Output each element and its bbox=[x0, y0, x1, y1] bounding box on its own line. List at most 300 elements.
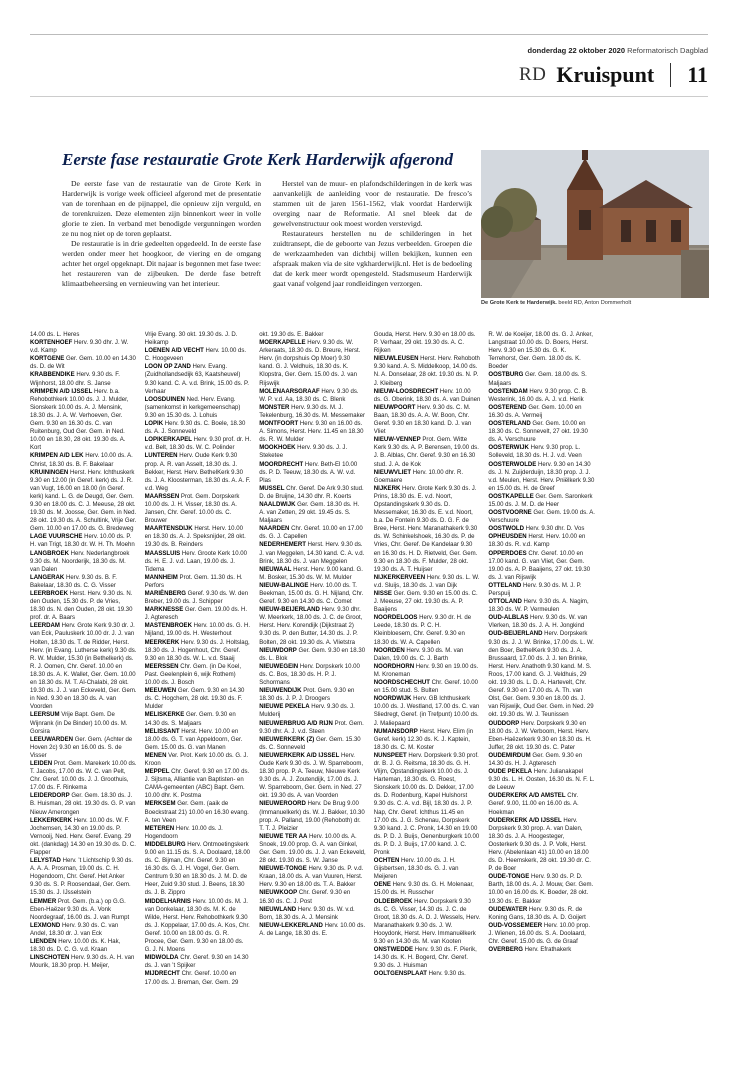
listing-entry bbox=[145, 574, 252, 590]
listing-services: Herv. 9.30 ds. C. M. Baan, 18.30 ds. A. A. W. Boon, Chr. Geref. 9.30 en 18.30 kand. D. J. van Vliet bbox=[373, 404, 472, 436]
listing-entry bbox=[374, 388, 481, 404]
church-service-listings bbox=[30, 331, 710, 1061]
listing-services: Herv. 9.30 ds. J. Holtslag, 18.30 ds. J. Hogenhout, Chr. Geref. 9.30 en 18.30 ds. W. L. v.d. Staaij bbox=[144, 639, 250, 662]
listing-entry bbox=[374, 355, 481, 387]
listing-town: KORTGENE bbox=[30, 356, 65, 363]
listing-entry bbox=[374, 436, 481, 468]
listing-town: KRUININGEN bbox=[30, 469, 69, 476]
listing-entry bbox=[259, 541, 366, 565]
listing-services: Herv. 9.30 ds. P. v.d. Kraan, 18.00 ds. A. van Vuuren, Herst. Herv. 9.30 en 18.00 ds. T. A. Bakker bbox=[259, 866, 364, 889]
listing-services: Herv. 9.30 prof. dr. H. v.d. Belt, 18.30 ds. W. C. Polinder bbox=[144, 437, 252, 452]
listing-entry bbox=[145, 622, 252, 638]
listing-town: LOOSDUINEN bbox=[144, 396, 185, 403]
listing-entry bbox=[488, 752, 595, 768]
listing-town: OOSTBURG bbox=[488, 372, 524, 379]
listing-town: LEERBROEK bbox=[30, 591, 68, 597]
listing-town: METEREN bbox=[144, 825, 175, 832]
listing-services: Herv. Grote Kerk 9.30 ds. J. Prins, 18.30 ds. E. v.d. Noort, Opstandingskerk 9.30 ds. D. Messemaker, 16.30 ds. E. v.d. Noort, b.a. De Fontein 9.30 ds. D. G. F. de Bree, Herst. Herv. Maranathakerk 9.30 ds. W. Schinkelshoek, 16.30 ds. P. de Vries, Chr. Geref. De Kandelaar 9.30 en 16.30 ds. H. D. Rietveld, Ger. Gem. 9.30 en 18.30 ds. F. Mulder, 28 okt. 19.30 ds. A. T. Huijser bbox=[373, 485, 478, 573]
listing-entry bbox=[259, 525, 366, 541]
listing-services: Herv. 10.00 ds. J. Hogendoorn bbox=[144, 825, 223, 840]
listing-town: MIJDRECHT bbox=[144, 971, 180, 978]
listing-entry bbox=[374, 404, 481, 436]
listing-services: Herst. Herv. Rehoboth 9.30 kand. A. S. Middelkoop, 14.00 ds. N. A. Donselaar, 28 okt. 19.30 ds. N. P. J. Kleiberg bbox=[373, 356, 480, 387]
listing-town: NIEUWE TER AA bbox=[259, 833, 308, 840]
listing-entry bbox=[145, 606, 252, 622]
listing-town: KRABBENDIKE bbox=[30, 372, 75, 379]
listing-services: Herv. Evang. (Zuidhollandsedijk 63, Kaatsheuvel) 9.30 kand. C. A. v.d. Brink, 15.00 ds. P. Verhaar bbox=[144, 364, 249, 395]
listing-entry bbox=[30, 760, 137, 792]
listing-services: Herv. 9.30 prop. L. Solleveld, 18.30 ds. H. J. v.d. Veen bbox=[488, 445, 582, 460]
listing-town: OOSTENDAM bbox=[488, 388, 528, 395]
listing-town: NAALDWIJK bbox=[259, 501, 296, 508]
listing-entry bbox=[145, 825, 252, 841]
listing-services: Herv. 10.00 ds. W. F. Jochemsen, 14.30 en 19.00 ds. P. Vernooij, Ned. Herv. Geref. Evang. 29 okt. (dankdag) 14.30 en 19.30 ds. D. C. Flapper bbox=[30, 817, 136, 856]
listing-town: MELISKERKE bbox=[144, 712, 185, 719]
listing-services: Ger. Gem. 18.30 ds. J. B. Huisman, 28 okt. 19.30 ds. G. P. van Nieuw Amerongen bbox=[30, 793, 136, 816]
listing-entry bbox=[374, 574, 481, 590]
listing-town: MOLENAARSGRAAF bbox=[259, 388, 320, 395]
listing-town: NOORDSCHECHUT bbox=[373, 680, 430, 687]
listing-entry bbox=[488, 614, 595, 630]
listing-entry bbox=[259, 606, 366, 646]
listing-services: Herv. 9.30 dhr. W. Meerkerk, 18.00 ds. J. C. de Groot, Herst. Herv. Korendijk (Dijkstraat 2) 9.30 ds. P. den Butter, 14.30 ds. J. P. Bolten, 28 okt. 19.30 ds. A. Vlietstra bbox=[259, 607, 363, 646]
listing-entry bbox=[259, 404, 366, 420]
listing-services: Herst. Herv. 10.00 en 18.30 ds. A. J. Speksnijder, 28 okt. 19.30 ds. B. Reinders bbox=[144, 526, 246, 549]
listing-town: MONTFOORT bbox=[259, 421, 299, 428]
listing-entry bbox=[259, 906, 366, 922]
listing-services: Herv. Dorpskerk 9.30 en 18.00 ds. J. W. Verboom, Herst. Herv. Eben-Haëzerkerk 9.30 en 18.30 ds. H. Juffer, 28 okt. 19.30 ds. C. Pater bbox=[488, 720, 592, 751]
listing-services: Ger. Gem. 9.30 en 15.00 ds. C. J. Meeuse, 27 okt. 19.30 ds. A. P. Baaijens bbox=[373, 591, 478, 614]
listing-entry bbox=[30, 355, 137, 371]
listing-entry bbox=[30, 452, 137, 468]
listing-column-2 bbox=[145, 331, 252, 1061]
listing-entry bbox=[488, 768, 595, 792]
article-column-1 bbox=[62, 179, 261, 290]
listing-entry bbox=[488, 404, 595, 420]
article-headline: Eerste fase restauratie Grote Kerk Harderwijk afgerond bbox=[62, 150, 453, 169]
section-masthead bbox=[519, 62, 708, 88]
listing-services: Gouda, Herst. Herv. 9.30 en 18.00 ds. P. Verhaar, 29 okt. 19.30 ds. A. C. Rijken bbox=[373, 332, 476, 355]
listing-town: OUD-BEIJERLAND bbox=[488, 631, 543, 638]
listing-services: Prot. Gem. Dorpskerk 10.00 ds. J. H. Visser, 18.30 ds. A. Jansen, Chr. Geref. 10.00 ds. C. Brouwer bbox=[144, 493, 240, 525]
listing-services: Herv. 10.00 ds. A. Christ, 18.30 ds. B. F. Bakelaar bbox=[30, 453, 133, 468]
listing-town: NIEUWEROORD bbox=[259, 801, 306, 808]
listing-town: OLDEBROEK bbox=[373, 898, 413, 905]
listing-entry bbox=[30, 371, 137, 387]
listing-services: Prot. Gem. (b.a.) op G.G. Eben-Haëzer 9.30 ds. A. Vonk Noordegraaf, 16.00 ds. J. van Rumpt bbox=[30, 898, 130, 921]
listing-services: Herv. 9.30 en 16.00 ds. A. Simons, Herst. Herv. 11.45 en 18.30 ds. R. W. Mulder bbox=[259, 421, 364, 444]
listing-entry bbox=[488, 873, 595, 905]
listing-town: NOORDELOOS bbox=[373, 615, 418, 622]
listing-town: KRIMPEN A/D IJSSEL bbox=[30, 388, 93, 395]
listing-services: Ver. Prot. Kerk 10.00 ds. G. J. Kroon bbox=[144, 752, 249, 767]
listing-services: Ger. Gem. 10.00 en 16.30 ds. A. Vermeij bbox=[488, 404, 582, 419]
church-photo-illustration bbox=[481, 150, 709, 298]
listing-town: MERKSEM bbox=[144, 801, 176, 808]
listing-entry bbox=[374, 946, 481, 970]
listing-entry bbox=[488, 550, 595, 582]
listing-services: Herv. 10.00 ds. G. Oberink, 18.30 ds. A. van Duinen bbox=[373, 388, 481, 403]
listing-services: Herv. 9.30 prop. C. B. Westerink, 16.00 ds. A. J. v.d. Herik bbox=[488, 388, 588, 403]
listing-entry bbox=[145, 347, 252, 363]
listing-entry bbox=[30, 590, 137, 622]
listing-town: MOERKAPELLE bbox=[259, 340, 306, 347]
listing-services: Herv. Dorpskerk 9.30 prof. dr. B. J. G. Reitsma, 18.30 ds. G. H. Vlijm, Opstandingskerk 10.00 ds. J. Harteman, 18.30 ds. G. Roest, Sionskerk 10.00 ds. D. Dekker, 17.00 ds. D. Rodenburg, Kapel Hulshorst 9.30 ds. C. A. v.d. Bijl, 18.30 ds. J. P. Nap, Chr. Geref. Ichthus 11.45 en 17.00 ds. J. G. Schenau, Dorpskerk 9.30 kand. J. C. Pronk, 14.30 en 19.00 ds. P. D. J. Buijs, Oenenburgkerk 10.00 ds. P. D. J. Buijs, 17.00 kand. J. C. Pronk bbox=[373, 752, 480, 856]
listing-entry bbox=[259, 736, 366, 752]
listing-town: NIEUWE-TONGE bbox=[259, 866, 307, 873]
listing-column-6 bbox=[603, 331, 710, 1061]
listing-town: ONSTWEDDE bbox=[373, 947, 414, 954]
listing-services: Chr. Geref. 9.00, 11.00 en 16.00 ds. A. Hoekman bbox=[488, 793, 579, 816]
listing-town: NOORDHORN bbox=[373, 663, 415, 670]
listing-column-3 bbox=[259, 331, 366, 1061]
listing-services: Herv. 9.30 ds. L. W. v.d. Sluijs, 18.30 ds. J. van Dijk bbox=[373, 574, 480, 589]
listing-entry bbox=[30, 817, 137, 857]
listing-entry bbox=[488, 598, 595, 614]
listing-town: NIEUWE PEKELA bbox=[259, 704, 310, 711]
listing-services: Herv. 9.30 ds. W. P. v.d. Aa, 18.30 ds. C. Blenk bbox=[259, 388, 359, 403]
listing-entry bbox=[30, 922, 137, 938]
listing-entry bbox=[145, 639, 252, 663]
listing-town: OUDERKERK A/D IJSSEL bbox=[488, 817, 562, 824]
listing-entry bbox=[145, 954, 252, 970]
listing-services: Herv. 9.30 ds. J. J. Steketee bbox=[259, 445, 348, 460]
listing-entry bbox=[488, 630, 595, 719]
listing-entry bbox=[259, 663, 366, 687]
listing-entry bbox=[145, 396, 252, 420]
listing-entry bbox=[259, 420, 366, 444]
listing-services: Herv. 9.30 ds. W. v.d. Born, 18.30 ds. A. J. Mensink bbox=[259, 906, 355, 921]
listing-town: NOORDEN bbox=[373, 647, 405, 654]
masthead-rule bbox=[30, 96, 708, 97]
listing-town: MAARSSEN bbox=[144, 493, 180, 500]
listing-entry bbox=[259, 388, 366, 404]
listing-town: OUD-ALBLAS bbox=[488, 615, 529, 622]
listing-town: LEEUWARDEN bbox=[30, 736, 74, 743]
listing-town: LEMMER bbox=[30, 898, 57, 905]
dateline bbox=[528, 46, 709, 55]
listing-town: LANGERAK bbox=[30, 574, 65, 581]
listing-services: Herv. 9.30 ds. F. Pierik, 14.30 ds. K. H. Bogerd, Chr. Geref. 9.30 ds. J. Huisman bbox=[373, 947, 477, 970]
listing-town: MIDDELBURG bbox=[144, 841, 186, 848]
listing-entry bbox=[30, 938, 137, 954]
listing-town: LEKKERKERK bbox=[30, 817, 72, 824]
listing-entry bbox=[145, 590, 252, 606]
listing-services: Herv. ’t Lichtschip 9.30 ds. A. A. A. Prosman, 19.00 ds. C. H. Hogendoorn, Chr. Geref. Het Anker 9.30 ds. S. P. Roosendaal, Ger. Gem. 15.30 ds. J. IJsselstein bbox=[30, 858, 134, 897]
listing-column-1 bbox=[30, 331, 137, 1061]
listing-services: Herv. 10.00 ds. A. Snoek, 19.00 prop. G. A. van Ginkel, Ger. Gem. 19.00 ds. J. J. van Eckeveld, 28 okt. 19.30 ds. S. W. Janse bbox=[259, 833, 366, 865]
listing-services: Herv. b.a. Rehobothkerk 10.00 ds. J. J. Mulder, Sionskerk 10.00 ds. A. J. Mensink, 18.30 ds. J. A. W. Verhoeven, Ger. Gem. 9.30 en 16.30 ds. C. van Ruitenburg, Oud Ger. Gem. in Ned. 10.00 en 18.30, 28 okt. 19.30 ds. A. Kort bbox=[30, 388, 129, 452]
listing-entry bbox=[259, 647, 366, 663]
listing-services: Herv. Dorpskerk 10.00 ds. C. Bos, 18.30 ds. H. P. J. Schormans bbox=[259, 663, 360, 687]
listing-town: LOPIK bbox=[144, 421, 164, 428]
listing-town: OENE bbox=[373, 882, 391, 889]
listing-entry bbox=[259, 703, 366, 719]
listing-town: NIEUWERBRUG A/D RIJN bbox=[259, 720, 333, 727]
listing-services: Herv. Dorpskerk 9.30 prop. A. van Dalen, 18.30 ds. J. A. Hoogesteger, Oosterkerk 9.30 ds. J. P. Volk, Herst. Herv. (Abelenlaan 41) 10.00 en 18.00 ds. D. Heemskerk, 28 okt. 19.30 dr. C. P. de Boer bbox=[488, 817, 591, 873]
listing-entry bbox=[145, 525, 252, 549]
listing-services: Herv. 10.00 prop. J. Wienen, 16.00 ds. S. A. Doolaard, Chr. Geref. 15.00 ds. G. de Graaf bbox=[488, 922, 591, 946]
caption-credit: beeld RD, Anton Dommerholt bbox=[558, 300, 632, 306]
listing-services: Chr. Geref. 10.00 en 17.00 ds. J. Breman, Ger. Gem. 29 bbox=[144, 971, 239, 986]
listing-services: Chr. Gem. (in De Koel, Past. Geelenplein 6, wijk Rothem) 10.00 ds. J. Bosch bbox=[144, 663, 242, 687]
listing-town: LOPIKERKAPEL bbox=[144, 437, 192, 444]
listing-services: Prot. Gem. 9.30 en 18.30 ds. J. P. J. Droogers bbox=[259, 688, 355, 703]
listing-services: Herv. 9.30 ds. M. van Dalen, 19.00 ds. C. J. Barth bbox=[373, 647, 464, 662]
listing-town: OOLTGENSPLAAT bbox=[373, 971, 427, 978]
listing-town: OUDE-TONGE bbox=[488, 874, 530, 881]
listing-entry bbox=[259, 485, 366, 501]
listing-town: NIJKERK bbox=[373, 485, 401, 492]
article bbox=[62, 150, 472, 290]
listing-town: LEIDEN bbox=[30, 760, 53, 767]
listing-entry bbox=[488, 720, 595, 752]
listing-services: Herst. Herv. Ichthuskerk 9.30 en 12.00 (in Geref. kerk) ds. J. R. van Vugt, 16.00 en 18.00 (in Geref. kerk) kand. L. G. de Deugd, Ger. Gem. 9.30 en 18.00 ds. C. J. Meeuse, 28 okt. 19.30 ds. M. Joosse, Ger. Gem. in Ned. 28 okt. 19.30 ds. A. Schultink, Vrije Ger. Gem. 10.00 en 17.00 ds. G. Bredeweg bbox=[30, 469, 137, 533]
listing-entry bbox=[374, 614, 481, 646]
listing-entry bbox=[374, 728, 481, 752]
article-body bbox=[62, 179, 472, 290]
listing-town: MEPPEL bbox=[144, 769, 170, 776]
listing-services: Herv. 9.30 ds. C. Boele, 18.30 ds. A. J. Sonneveld bbox=[144, 421, 246, 436]
listing-town: KRIMPEN A/D LEK bbox=[30, 453, 84, 460]
listing-services: Chr. Geref. 10.00 en 15.00 stud. S. Bulten bbox=[373, 680, 478, 695]
listing-services: Herst. Herv. 10.00 en 18.30 ds. R. v.d. Kamp bbox=[488, 534, 586, 549]
listing-services: Herv. Ontmoetingskerk 9.00 en 11.15 ds. S. A. Doolaard, 18.00 ds. C. Bijman, Chr. Geref. 9.30 en 16.30 ds. G. J. H. Vogel, Ger. Gem. Centrum 9.30 en 18.30 ds. J. M. D. de Heer, Zuid 9.30 stud. J. Beens, 18.30 ds. J. B. Zippro bbox=[144, 841, 251, 897]
listing-entry bbox=[488, 817, 595, 874]
listing-town: NEDERHEMERT bbox=[259, 542, 306, 549]
listing-services: Herv. GB Ichthuskerk 10.00 ds. J. Westland, 17.00 ds. C. van Sliedregt, Geref. (in Trefpunt) 10.00 ds. J. Maliepaard bbox=[373, 696, 480, 727]
listing-town: OVERBERG bbox=[488, 947, 523, 954]
listing-services: Ger. Gem. 19.00 ds. H. J. Agteresch bbox=[144, 607, 248, 622]
listing-town: NAARDEN bbox=[259, 526, 290, 533]
listing-town: OOSTERWIJK bbox=[488, 445, 529, 452]
caption-title: De Grote Kerk te Harderwijk. bbox=[481, 300, 557, 306]
listing-services: Ger. Gem. 10.00 en 18.30 ds. C. Sonnevelt, 27 okt. 19.30 ds. A. Verschuure bbox=[488, 421, 588, 444]
listing-entry bbox=[259, 800, 366, 832]
listing-services: Ger. Gem. 9.30 en 14.30 ds. S. Maljaars bbox=[144, 712, 236, 727]
listing-services: Herv. Dorpskerk 9.30 ds. C. G. Visser, 14.30 ds. J. C. de Groot, 18.30 ds. A. D. J. Wessels, Herv. Maranathakerk 9.30 ds. J. W. Hooydonk, Herst. Herv. Immanuëlkerk 9.30 en 14.30 ds. M. van Kooten bbox=[373, 898, 481, 946]
listing-entry bbox=[30, 388, 137, 453]
listing-entry bbox=[488, 509, 595, 525]
listing-entry bbox=[374, 663, 481, 679]
listing-town: NIEUWLAND bbox=[259, 906, 297, 913]
listing-entry bbox=[30, 533, 137, 549]
church-photo bbox=[481, 150, 709, 298]
listing-entry bbox=[259, 461, 366, 485]
listing-services: Herv. Oude Kerk 9.30 prop. A. R. van Asselt, 18.30 ds. J. Bekker, Herst. Herv. BethelKerk 9.30 ds. J. A. Kloosterman, 18.30 ds. A. A. F. v.d. Weg bbox=[144, 453, 251, 492]
listing-entry bbox=[488, 533, 595, 549]
listing-entry bbox=[145, 687, 252, 711]
listing-town: NIEUWENDIJK bbox=[259, 688, 302, 695]
listing-services: Herv. Efrathakerk bbox=[524, 947, 572, 954]
listing-entry bbox=[30, 711, 137, 735]
listing-services: Herv. 9.30 en 19.00 ds. M. Kroneman bbox=[373, 663, 479, 678]
listing-services: 14.00 ds. L. Heres bbox=[30, 332, 80, 338]
listing-entry bbox=[259, 444, 366, 460]
listing-services: Herst. Herv. 9.30 ds. J. van Meggelen, 14.30 kand. C. A. v.d. Brink, 18.30 ds. J. van Meggelen bbox=[259, 542, 365, 565]
listing-town: MOORDRECHT bbox=[259, 461, 304, 468]
paper-name: Reformatorisch Dagblad bbox=[627, 46, 708, 55]
listing-entry bbox=[259, 582, 366, 606]
listing-entry bbox=[145, 452, 252, 492]
listing-town: OTTOLAND bbox=[488, 599, 522, 606]
listing-town: NIEUWKOOP bbox=[259, 890, 298, 897]
listing-town: MANNHEIM bbox=[144, 574, 178, 581]
listing-entry bbox=[374, 469, 481, 485]
listing-services: Herv. 9.30 ds. G. H. Molenaar, 15.00 ds. H. Russcher bbox=[373, 882, 474, 897]
listing-services: Herst. Herv. 9.00 kand. G. M. Bosker, 15.30 ds. W. M. Mulder bbox=[259, 566, 363, 581]
listing-town: NIEUW-LEKKERLAND bbox=[259, 922, 323, 929]
listing-entry bbox=[145, 752, 252, 768]
listing-town: MIDWOLDA bbox=[144, 955, 179, 962]
listing-town: NIEUWERKERK (Z) bbox=[259, 736, 315, 743]
listing-services: okt. 19.30 ds. E. Bakker bbox=[259, 332, 324, 338]
listing-entry bbox=[145, 800, 252, 824]
listing-entry bbox=[488, 493, 595, 509]
listing-services: Herv. Grote Kerk 9.30 dr. J. van Eck, Pauluskerk 10.00 dr. J. J. van Holten, 18.30 ds. T. de Ridder, Herst. Herv. (in Evang. Lutherse kerk) 9.30 ds. R. W. Mulder, 15.30 (in Bethelkerk) ds. R. J. Oomen, Chr. Geref. 10.00 en 18.30 ds. A. K. Wallet, Ger. Gem. 10.00 en 18.30 ds. M. T. Al-Chalabi, 28 okt. 19.30 ds. J. J. van Eckeveld, Ger. Gem. in Ned. 9.30 en 18.30 ds. A. van Voorden bbox=[30, 623, 137, 711]
listing-services: Herv. 9.30 ds. J. Mulderij bbox=[259, 704, 355, 719]
listing-entry bbox=[374, 485, 481, 574]
listing-town: NIJKERKERVEEN bbox=[373, 574, 426, 581]
listing-entry bbox=[30, 469, 137, 534]
listing-entry bbox=[30, 954, 137, 970]
listing-town: MAARTENSDIJK bbox=[144, 526, 193, 533]
listing-entry bbox=[488, 461, 595, 493]
listing-town: MEEUWEN bbox=[144, 688, 177, 695]
listing-town: OUDERKERK A/D AMSTEL bbox=[488, 793, 566, 800]
listing-entry bbox=[374, 647, 481, 663]
listing-town: NIEUWERKERK A/D IJSSEL bbox=[259, 752, 340, 759]
listing-entry bbox=[488, 582, 595, 598]
listing-town: MONSTER bbox=[259, 404, 290, 411]
listing-town: NISSE bbox=[373, 591, 392, 597]
listing-town: NIEUWAAL bbox=[259, 566, 292, 573]
article-paragraph: Restaurateurs herstellen nu de schilderingen in het zuidtransept, die de geboorte van Jezus verbeelden. Groepen die de werkzaamheden van dichtbij willen bekijken, kunnen een afspraak maken via de site vgkharderwijk.nl. Het is de bedoeling dat de kerk meer wordt opengesteld. Stadsmuseum Harderwijk gaat vanaf volgend jaar rondleidingen verzorgen. bbox=[273, 229, 472, 289]
listing-town: NIEUW-BEIJERLAND bbox=[259, 607, 320, 614]
listing-town: LEXMOND bbox=[30, 922, 61, 929]
listing-services: Chr. Geref. 9.30 en 17.00 ds. J. Sijtsma, Alliantie van Baptisten- en CAMA-gemeenten (ABC) Bapt. Gem. 10.00 dhr. K. Postma bbox=[144, 769, 250, 800]
listing-entry bbox=[488, 371, 595, 387]
listing-services: Chr. Geref. 10.00 en 17.00 kand. G. van Vliet, Ger. Gem. 19.00 ds. A. P. Baaijens, 27 okt. 19.30 ds. J. van Rijswijk bbox=[488, 550, 591, 581]
listing-services: Ger. Gem. 18.00 ds. S. Maljaars bbox=[488, 372, 587, 387]
listing-town: OUDDORP bbox=[488, 720, 520, 727]
listing-town: OOSTERWOLDE bbox=[488, 461, 537, 468]
listing-entry bbox=[374, 970, 481, 978]
photo-caption bbox=[481, 300, 709, 306]
listing-entry bbox=[488, 331, 595, 371]
listing-column-5 bbox=[488, 331, 595, 1061]
listing-town: MUSSEL bbox=[259, 485, 285, 492]
listing-entry bbox=[145, 711, 252, 727]
listing-town: NIEUWVLIET bbox=[373, 469, 412, 476]
top-rule bbox=[30, 34, 708, 35]
listing-services: Herv. 9.30 ds. M. J. Tekelenburg, 16.30 ds. M. Messemaker bbox=[259, 404, 366, 419]
listing-services: Herv. 9.30 dhr. J. W. v.d. Kamp bbox=[30, 340, 129, 355]
listing-services: Herst. Herv. 10.00 en 18.00 ds. G. T. van Appeldoorn, Ger. Gem. 15.00 ds. G. van Manen bbox=[144, 728, 243, 751]
listing-services: Vrije Bapt. Gem. De Wijnrank (in De Binder) 10.00 ds. M. Gorsira bbox=[30, 712, 128, 735]
issue-date: donderdag 22 oktober 2020 bbox=[527, 46, 626, 55]
listing-entry bbox=[488, 444, 595, 460]
listing-town: LOON OP ZAND bbox=[144, 364, 191, 371]
listing-town: MEERSSEN bbox=[144, 663, 179, 670]
listing-town: OOSTKAPELLE bbox=[488, 493, 534, 500]
listing-services: Ger. Gem. 18.30 ds. H. A. van Zetten, 29 okt. 19.45 ds. S. Maljaars bbox=[259, 501, 360, 525]
listing-entry bbox=[30, 736, 137, 760]
listing-services: Herv. Groote Kerk 10.00 ds. H. E. J. v.d. Laan, 19.00 ds. J. Tidema bbox=[144, 550, 247, 573]
listing-services: Ned. Herv. Evang. (samenkomst in kerkgemeenschap) 9.30 en 15.30 ds. J. Lohuis bbox=[144, 396, 241, 419]
listing-entry bbox=[488, 792, 595, 816]
listing-services: Herv. 9.30 dhr. D. Vos bbox=[525, 526, 585, 533]
listing-town: LEERDAM bbox=[30, 623, 60, 630]
listing-entry bbox=[374, 898, 481, 947]
listing-entry bbox=[145, 493, 252, 525]
listing-entry bbox=[259, 889, 366, 905]
listing-services: Herv. 9.30 ds. bbox=[428, 971, 466, 978]
listing-town: OOSTVOORNE bbox=[488, 510, 532, 517]
listing-entry bbox=[259, 331, 366, 339]
masthead-divider bbox=[670, 63, 671, 87]
listing-town: LAGE VUURSCHE bbox=[30, 534, 83, 541]
listing-services: Geref. 9.30 ds. W. den Breber, 19.00 ds. J. Schipper bbox=[144, 591, 249, 606]
listing-town: KORTENHOEF bbox=[30, 340, 73, 347]
listing-town: NIEUW-VENNEP bbox=[373, 437, 421, 444]
listing-town: OPPERDOES bbox=[488, 550, 527, 557]
listing-town: OCHTEN bbox=[373, 858, 400, 865]
listing-services: Ger. Gem. (Achter de Hoven 2c) 9.30 en 16.00 ds. S. de Visser bbox=[30, 736, 133, 759]
listing-entry bbox=[30, 331, 137, 339]
article-paragraph: Herstel van de muur- en plafondschilderingen in de kerk was aanvankelijk de aanleiding voor de restauratie. De fresco’s stammen uit de jaren 1561-1562, vlak voordat Harderwijk overging naar de Reformatie. Al snel bleek dat de gewelvenstructuur ook moest worden verstevigd. bbox=[273, 178, 472, 228]
listing-column-4 bbox=[374, 331, 481, 1061]
listing-entry bbox=[30, 339, 137, 355]
listing-entry bbox=[30, 574, 137, 590]
listing-town: LEERSUM bbox=[30, 712, 60, 719]
listing-services: Herv. 10.00 ds. K. Hak, 18.30 ds. D. C. G. v.d. Kraan bbox=[30, 939, 121, 954]
listing-services: Herv. 10.00 ds. A. de Lange, 18.30 ds. E. bbox=[259, 922, 366, 937]
listing-services: Herv. 10.00 dhr. R. Goemaere bbox=[373, 469, 464, 484]
listing-entry bbox=[488, 388, 595, 404]
listing-entry bbox=[145, 768, 252, 800]
listing-services: Herv. 10.00 ds. M. J. van Donkelaar, 18.30 ds. M. K. de Wilde, Herst. Herv. Rehobothkerk 9.30 ds. J. Koppelaar, 17.00 ds. A. Kos, Chr. Geref. 10.00 en 18.00 ds. G. R. Procee, Ger. Gem. 9.30 en 18.00 ds. G. J. N. Moens bbox=[144, 898, 250, 954]
listing-entry bbox=[30, 622, 137, 711]
listing-town: MELISSANT bbox=[144, 728, 180, 735]
listing-town: OUDE PEKELA bbox=[488, 769, 533, 776]
listing-town: OUDEMIRDUM bbox=[488, 752, 531, 759]
listing-services: Ger. Gem. 9.30 en 14.30 ds. H. J. Agteresch bbox=[488, 752, 583, 767]
listing-entry bbox=[259, 752, 366, 801]
listing-town: MENEN bbox=[144, 752, 167, 759]
listing-town: OOSTERLAND bbox=[488, 421, 531, 428]
listing-town: MARIËNBERG bbox=[144, 591, 186, 597]
listing-town: LEIDERDORP bbox=[30, 793, 70, 800]
listing-town: MAASSLUIS bbox=[144, 550, 181, 557]
listing-services: Ger. Gem. 9.30 en 18.30 ds. L. Blok bbox=[259, 647, 366, 662]
listing-town: NIEUWDORP bbox=[259, 647, 297, 654]
listing-town: NUNSPEET bbox=[373, 752, 407, 759]
article-paragraph: De restauratie is in drie gedeelten opgedeeld. In de eerste fase werden onder meer het hoogkoor, de viering en de omgang achter het orgel opgeknapt. Dit najaar is begonnen met fase twee: het restaureren van de zijbeuken. De derde fase betreft klimaatbeheersing en vernieuwing van het interieur. bbox=[62, 239, 261, 289]
listing-entry bbox=[259, 501, 366, 525]
listing-services: Herv. De Brug 9.00 (Immanuelkerk) ds. W. J. Bakker, 10.30 prop. A. Palland, 19.00 (Rehoboth) dr. T. T. J. Pleizier bbox=[259, 801, 365, 832]
listing-entry bbox=[259, 833, 366, 865]
listing-services: Herv. Oude Kerk 9.30 ds. J. W. Sparreboom, 18.30 prop. P. A. Teeuw, Nieuwe Kerk 9.30 ds. A. J. Zoutendijk, 17.00 ds. J. W. Sparreboom, Ger. Gem. in Ned. 27 okt. 19.30 ds. A. van Voorden bbox=[259, 752, 364, 800]
listing-entry bbox=[488, 922, 595, 946]
listing-services: Chr. Geref. 9.30 en 14.30 ds. J. van ’t Spijker bbox=[144, 955, 249, 970]
listing-town: MEERKERK bbox=[144, 639, 180, 646]
listing-services: Herv. 10.00 ds. T. Beekman, 15.00 ds. G. H. Nijland, Chr. Geref. 9.30 en 14.30 ds. C. Comet bbox=[259, 582, 364, 606]
listing-town: MARKNESSE bbox=[144, 607, 184, 614]
listing-entry bbox=[145, 550, 252, 574]
listing-entry bbox=[30, 550, 137, 574]
listing-town: LELYSTAD bbox=[30, 858, 61, 865]
